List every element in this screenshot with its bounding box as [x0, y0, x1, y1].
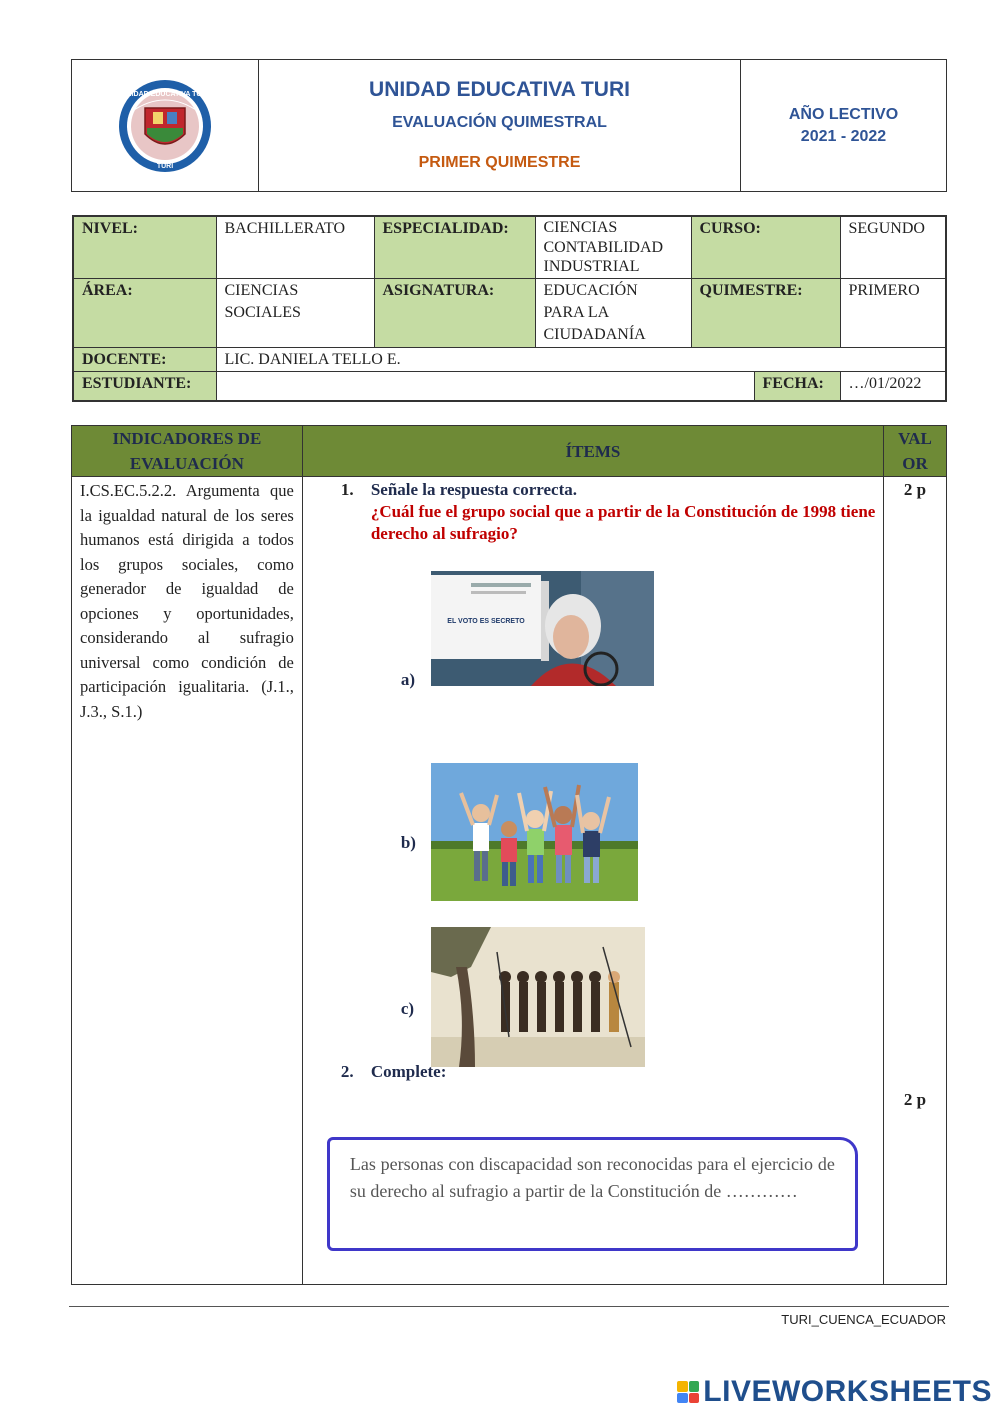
- option-a-label[interactable]: a): [400, 670, 415, 689]
- especialidad-value: CIENCIAS CONTABILIDAD INDUSTRIAL: [535, 216, 691, 278]
- school-logo: [72, 60, 259, 191]
- footer-divider: [69, 1306, 949, 1307]
- items-cell: [302, 477, 883, 1285]
- question-1-value: 2 p: [903, 480, 927, 499]
- docente-value: LIC. DANIELA TELLO E.: [216, 347, 946, 371]
- estudiante-field[interactable]: [216, 371, 754, 401]
- col-indicadores-header: INDICADORES DE EVALUACIÓN: [72, 426, 303, 477]
- svg-text:UNIDAD EDUCATIVA TURI: UNIDAD EDUCATIVA TURI: [121, 90, 209, 98]
- question-1-instruction: Señale la respuesta correcta.: [370, 480, 577, 499]
- curso-label: CURSO:: [691, 216, 840, 278]
- option-b-image[interactable]: [431, 763, 638, 901]
- question-2-value: 2 p: [903, 1090, 927, 1109]
- indicator-text: I.CS.EC.5.2.2. Argumenta que la igualdad natural de los seres humanos está dirigida a todos los grupos sociales, como generador de igualdad de opciones y oportunidades, considerando al sufragio universal como condición de participación igualitaria. (J.1., J.3., S.1.): [72, 477, 303, 1285]
- estudiante-label: ESTUDIANTE:: [73, 371, 216, 401]
- header-titles: [259, 60, 741, 191]
- complete-answer-box[interactable]: Las personas con discapacidad son reconocidas para el ejercicio de su derecho al sufragio a partir de la Constitución de …………: [327, 1137, 858, 1251]
- question-2-number: 2.: [340, 1062, 354, 1081]
- brand-name: LIVEWORKSHEETS: [703, 1375, 992, 1408]
- option-c-label[interactable]: c): [400, 999, 415, 1018]
- area-label: ÁREA:: [73, 278, 216, 347]
- fecha-value[interactable]: …/01/2022: [840, 371, 946, 401]
- question-1-text: ¿Cuál fue el grupo social que a partir de la Constitución de 1998 tiene derecho al sufragio?: [370, 502, 876, 543]
- evaluation-title: EVALUACIÓN QUIMESTRAL: [392, 114, 607, 131]
- school-name: UNIDAD EDUCATIVA TURI: [369, 78, 630, 101]
- quimestre-value: PRIMERO: [840, 278, 946, 347]
- option-c-image[interactable]: [431, 927, 645, 1067]
- question-2: [341, 1062, 447, 1082]
- question-2-instruction: Complete:: [370, 1062, 447, 1081]
- option-a-image[interactable]: [431, 571, 654, 686]
- question-1-number: 1.: [340, 480, 354, 499]
- quimestre-title: PRIMER QUIMESTRE: [418, 154, 581, 171]
- liveworksheets-logo-icon: [677, 1381, 699, 1403]
- asignatura-value: EDUCACIÓN PARA LA CIUDADANÍA: [535, 278, 691, 347]
- valor-cell: [884, 477, 947, 1285]
- curso-value: SEGUNDO: [840, 216, 946, 278]
- fecha-label: FECHA:: [754, 371, 840, 401]
- question-1: [341, 479, 881, 545]
- evaluation-table: [71, 425, 947, 1285]
- vote-secret-label: EL VOTO ES SECRETO: [447, 618, 525, 625]
- year-value: 2021 - 2022: [800, 127, 887, 145]
- nivel-label: NIVEL:: [73, 216, 216, 278]
- col-items-header: ÍTEMS: [302, 426, 883, 477]
- svg-text:TURI: TURI: [156, 162, 174, 170]
- nivel-value: BACHILLERATO: [216, 216, 374, 278]
- document-header: [71, 59, 947, 192]
- student-info-table: [72, 215, 947, 402]
- option-b-label[interactable]: b): [400, 833, 416, 852]
- area-value: CIENCIAS SOCIALES: [216, 278, 374, 347]
- school-crest-icon: [117, 78, 213, 174]
- col-valor-header: VAL OR: [884, 426, 947, 477]
- liveworksheets-brand[interactable]: [677, 1375, 992, 1409]
- docente-label: DOCENTE:: [73, 347, 216, 371]
- especialidad-label: ESPECIALIDAD:: [374, 216, 535, 278]
- school-year: [741, 60, 946, 191]
- asignatura-label: ASIGNATURA:: [374, 278, 535, 347]
- quimestre-label: QUIMESTRE:: [691, 278, 840, 347]
- year-label: AÑO LECTIVO: [788, 105, 899, 123]
- footer-location: TURI_CUENCA_ECUADOR: [781, 1312, 946, 1327]
